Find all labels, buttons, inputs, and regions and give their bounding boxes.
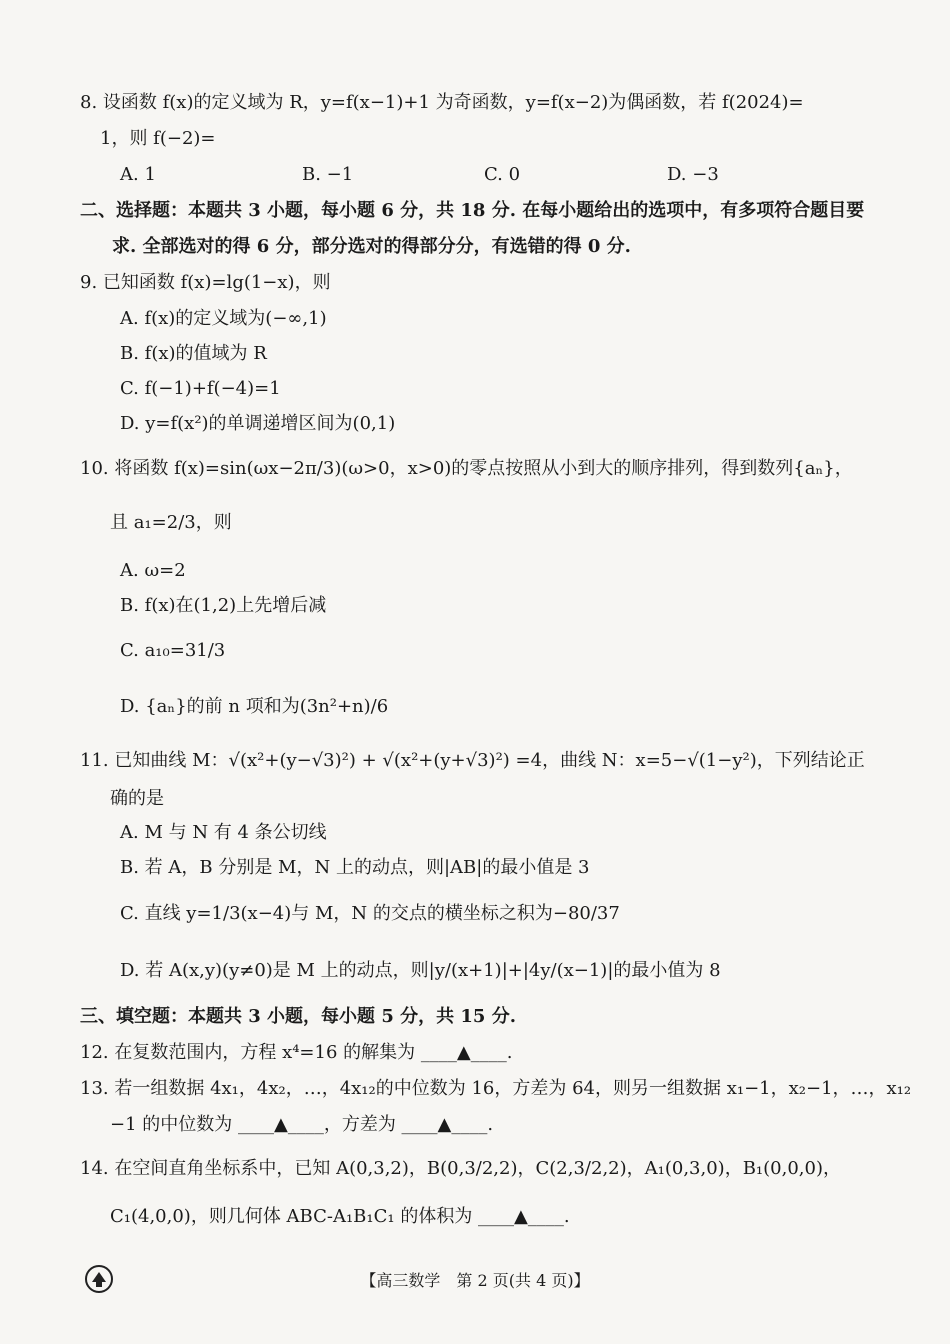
q8-option-a: A. 1 [120,164,156,185]
q10-option-d: D. {aₙ}的前 n 项和为(3n²+n)/6 [120,696,389,717]
q9-option-c: C. f(−1)+f(−4)=1 [120,378,281,399]
q9-option-b: B. f(x)的值域为 R [120,343,267,364]
q11-option-a: A. M 与 N 有 4 条公切线 [120,822,327,843]
q11-line2: 确的是 [110,788,164,809]
q10-option-c: C. a₁₀=31/3 [120,640,226,661]
section3-heading: 三、填空题：本题共 3 小题，每小题 5 分，共 15 分. [80,1006,516,1027]
q13-line2: −1 的中位数为 ____▲____，方差为 ____▲____. [110,1114,494,1135]
q9-option-d: D. y=f(x²)的单调递增区间为(0,1) [120,413,396,434]
q11-option-b: B. 若 A，B 分别是 M，N 上的动点，则|AB|的最小值是 3 [120,857,590,878]
q13-line1: 13. 若一组数据 4x₁，4x₂，…，4x₁₂的中位数为 16，方差为 64，则另一组数据 x₁−1，x₂−1，…，x₁₂ [80,1078,912,1099]
q10-line1: 10. 将函数 f(x)=sin(ωx−2π/3)(ω>0，x>0)的零点按照从小到大的顺序排列，得到数列{aₙ}， [80,458,853,479]
q8-option-d: D. −3 [667,164,719,185]
q11-line1: 11. 已知曲线 M：√(x²+(y−√3)²) + √(x²+(y+√3)²) =4，曲线 N：x=5−√(1−y²)，下列结论正 [80,750,865,771]
q14-line1: 14. 在空间直角坐标系中，已知 A(0,3,2)，B(0,3/2,2)，C(2,3/2,2)，A₁(0,3,0)，B₁(0,0,0)， [80,1158,841,1179]
q8-option-c: C. 0 [484,164,521,185]
q10-option-a: A. ω=2 [120,560,186,581]
q9-stem: 9. 已知函数 f(x)=lg(1−x)，则 [80,272,331,293]
q10-line2: 且 a₁=2/3，则 [110,512,232,533]
q8-option-b: B. −1 [302,164,354,185]
q11-option-c: C. 直线 y=1/3(x−4)与 M，N 的交点的横坐标之积为−80/37 [120,903,620,924]
page-footer: 【高三数学 第 2 页(共 4 页)】 [360,1271,590,1290]
q9-option-a: A. f(x)的定义域为(−∞,1) [120,308,327,329]
q12: 12. 在复数范围内，方程 x⁴=16 的解集为 ____▲____. [80,1042,513,1063]
q8-line1: 8. 设函数 f(x)的定义域为 R，y=f(x−1)+1 为奇函数，y=f(x−2)为偶函数，若 f(2024)= [80,92,804,113]
section2-heading-line1: 二、选择题：本题共 3 小题，每小题 6 分，共 18 分. 在每小题给出的选项中，有多项符合题目要 [80,200,865,221]
section2-heading-line2: 求. 全部选对的得 6 分，部分选对的得部分分，有选错的得 0 分. [112,236,631,257]
q11-option-d: D. 若 A(x,y)(y≠0)是 M 上的动点，则|y/(x+1)|+|4y/(x−1)|的最小值为 8 [120,960,721,981]
q10-option-b: B. f(x)在(1,2)上先增后减 [120,595,327,616]
q8-line2: 1，则 f(−2)= [100,128,216,149]
q14-line2: C₁(4,0,0)，则几何体 ABC-A₁B₁C₁ 的体积为 ____▲____. [110,1206,570,1227]
